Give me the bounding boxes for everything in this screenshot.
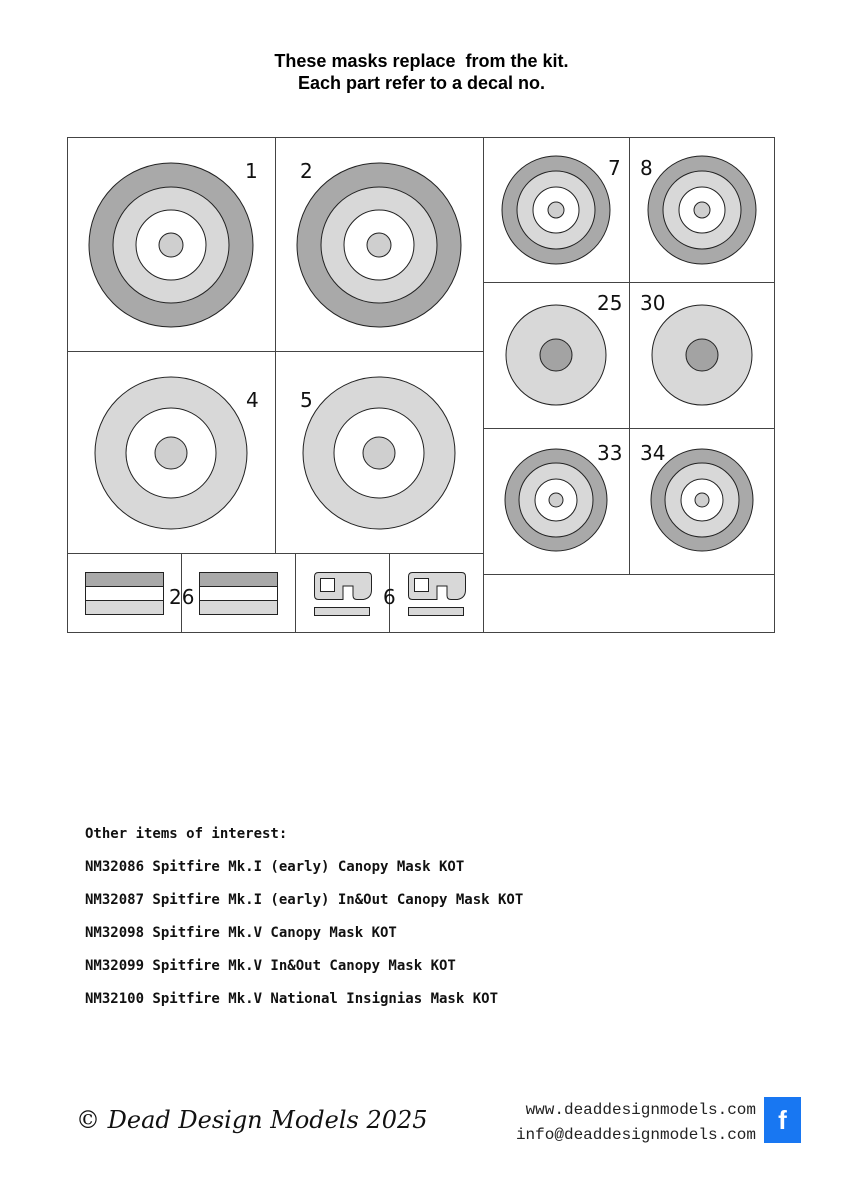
mask-number-30: 30 (640, 291, 666, 315)
list-item: NM32087 Spitfire Mk.I (early) In&Out Canopy Mask KOT (85, 892, 524, 908)
title-line-2: Each part refer to a decal no. (297, 73, 546, 93)
mask-number-33: 33 (597, 441, 623, 465)
title-line-1: These masks replace from the kit. (274, 51, 569, 71)
roundel-mask-2 (297, 163, 461, 327)
mask-number-8: 8 (640, 156, 653, 180)
mask-number-1: 1 (245, 159, 258, 183)
facebook-icon[interactable]: f (764, 1097, 801, 1143)
roundel-mask-33 (505, 449, 607, 551)
mask-number-5: 5 (300, 388, 313, 412)
other-items-list (85, 824, 785, 1022)
mask-number-2: 2 (300, 159, 313, 183)
mask-number-4: 4 (246, 388, 259, 412)
contact-info (516, 1098, 756, 1148)
list-item: NM32098 Spitfire Mk.V Canopy Mask KOT (85, 925, 397, 941)
roundel-mask-7 (502, 156, 610, 264)
roundel-mask-34 (651, 449, 753, 551)
mask-number-26: 26 (169, 585, 195, 609)
roundel-mask-25 (506, 305, 606, 405)
roundel-mask-4 (95, 377, 247, 529)
mask-number-6: 6 (383, 585, 396, 609)
list-item: NM32086 Spitfire Mk.I (early) Canopy Mask KOT (85, 859, 465, 875)
copyright-notice: © Dead Design Models 2025 (76, 1106, 428, 1134)
email-link[interactable]: info@deaddesignmodels.com (515, 1126, 756, 1144)
roundel-mask-5 (303, 377, 455, 529)
list-item: NM32100 Spitfire Mk.V National Insignias Mask KOT (85, 991, 499, 1007)
other-items-title: Other items of interest: (85, 826, 288, 842)
website-link[interactable]: www.deaddesignmodels.com (525, 1101, 756, 1119)
roundel-mask-30 (652, 305, 752, 405)
list-item: NM32099 Spitfire Mk.V In&Out Canopy Mask KOT (85, 958, 456, 974)
roundel-mask-8 (648, 156, 756, 264)
roundel-mask-1 (89, 163, 253, 327)
mask-number-34: 34 (640, 441, 666, 465)
mask-number-25: 25 (597, 291, 623, 315)
mask-number-7: 7 (608, 156, 621, 180)
